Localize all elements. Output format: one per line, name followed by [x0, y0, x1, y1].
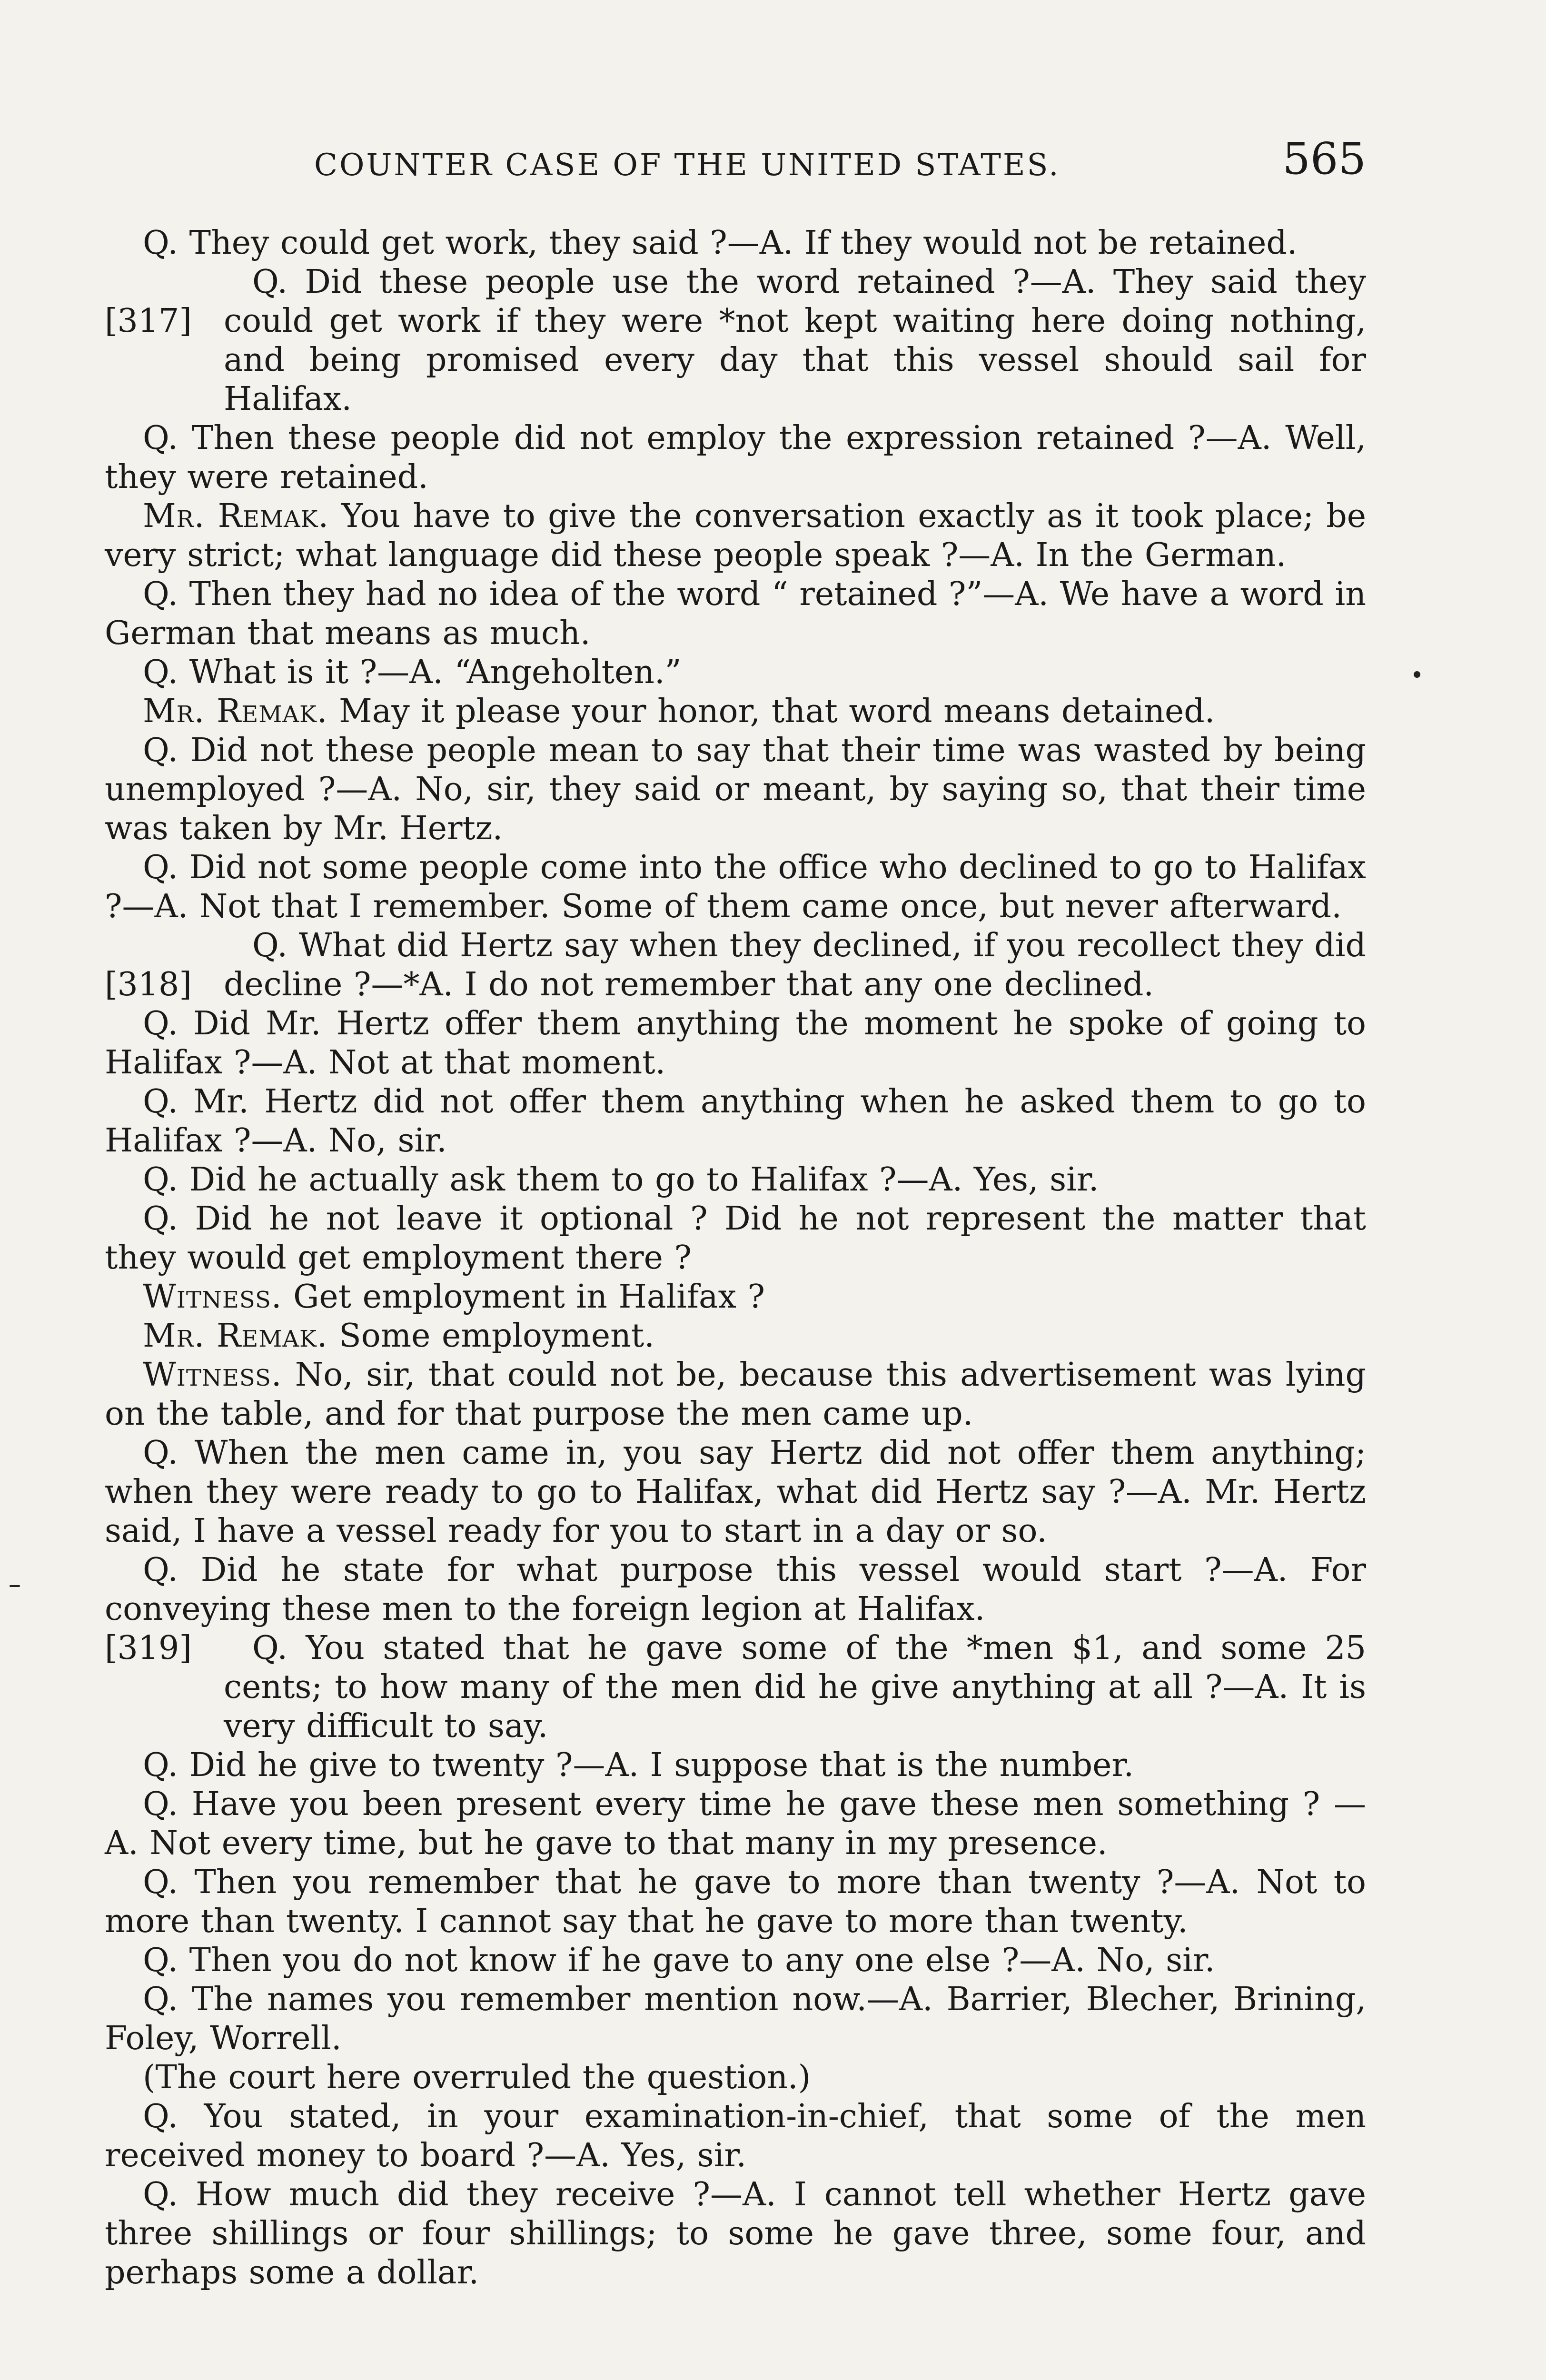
- paragraph-text: Q. You stated, in your examination-in-chief, that some of the men received money to board ?—A. Yes, sir.: [105, 2098, 1366, 2174]
- paragraph-text: Q. What did Hertz say when they declined, if you recollect they did decline ?—*A. I do not remember that any one declined.: [224, 927, 1366, 1003]
- paragraph: [105, 575, 1366, 653]
- margin-content: [224, 1629, 1366, 1746]
- paragraph: [105, 1863, 1366, 1941]
- paragraph: [105, 2058, 1366, 2097]
- paragraph-text: May it please your honor, that word means detained.: [327, 693, 1215, 730]
- speaker-name: Witness.: [143, 1356, 282, 1394]
- paragraph-text: You have to give the conversation exactly as it took place; be very strict; what language did these people speak ?—A. In the German.: [105, 497, 1366, 574]
- margin-page-ref: [319]: [105, 1629, 192, 1667]
- paragraph: [105, 1082, 1366, 1160]
- speaker-name: Mr. Remak.: [143, 1317, 328, 1355]
- testimony-text: [105, 224, 1366, 2292]
- paragraph-text: Q. Did he not leave it optional ? Did he not represent the matter that they would get employment there ?: [105, 1200, 1366, 1277]
- paragraph: [105, 1317, 1366, 1356]
- paragraph-text: Q. Then you do not know if he gave to any one else ?—A. No, sir.: [143, 1942, 1215, 1979]
- paragraph: [105, 1746, 1366, 1785]
- ink-speck: [1414, 671, 1420, 678]
- paragraph: [105, 1160, 1366, 1200]
- paragraph-text: Q. Did not these people mean to say that their time was wasted by being unemployed ?—A. No, sir, they said or meant, by saying so, that their time was taken by Mr. Hertz.: [105, 732, 1366, 847]
- paragraph-text: Q. Have you been present every time he gave these men something ? —A. Not every time, but he gave to that many in my presence.: [105, 1785, 1366, 1862]
- speaker-name: Mr. Remak.: [143, 693, 328, 730]
- paragraph: [224, 926, 1366, 1004]
- paragraph-text: Q. Did these people use the word retained ?—A. They said they could get work if they were *not kept waiting here doing nothing, and being promised every day that this vessel should sail for Halifax.: [224, 263, 1366, 418]
- margin-page-ref: [317]: [105, 302, 192, 340]
- paragraph: [105, 1278, 1366, 1317]
- speaker-name: Mr. Remak.: [143, 497, 329, 535]
- margin-block: [105, 263, 1366, 419]
- paragraph-text: Q. When the men came in, you say Hertz did not offer them anything; when they were ready to go to Halifax, what did Hertz say ?—A. Mr. Hertz said, I have a vessel ready for you to start in a day or so.: [105, 1434, 1366, 1550]
- paragraph: [105, 1434, 1366, 1551]
- margin-page-ref: [318]: [105, 966, 192, 1003]
- paragraph: [105, 653, 1366, 692]
- paragraph: [105, 1200, 1366, 1278]
- paragraph: [105, 1356, 1366, 1434]
- paragraph-text: Get employment in Halifax ?: [282, 1278, 765, 1316]
- paragraph-text: Q. They could get work, they said ?—A. If they would not be retained.: [143, 224, 1298, 262]
- paragraph-text: No, sir, that could not be, because this advertisement was lying on the table, and for that purpose the men came up.: [105, 1356, 1366, 1433]
- paragraph: [224, 1629, 1366, 1746]
- paragraph-text: Q. Did he give to twenty ?—A. I suppose that is the number.: [143, 1746, 1134, 1784]
- paragraph-text: Q. Did he actually ask them to go to Halifax ?—A. Yes, sir.: [143, 1161, 1099, 1199]
- paragraph: [105, 1941, 1366, 1980]
- paragraph: [105, 1551, 1366, 1629]
- paragraph-text: (The court here overruled the question.): [143, 2059, 811, 2096]
- paragraph-text: Q. The names you remember mention now.—A. Barrier, Blecher, Brining, Foley, Worrell.: [105, 1981, 1366, 2057]
- paragraph-text: Q. Mr. Hertz did not offer them anything when he asked them to go to Halifax ?—A. No, sir.: [105, 1083, 1366, 1160]
- page-header: [105, 133, 1366, 190]
- paragraph: [105, 1980, 1366, 2058]
- page-number: 565: [1282, 133, 1366, 184]
- paragraph: [105, 419, 1366, 497]
- margin-block: [105, 926, 1366, 1004]
- paragraph: [105, 848, 1366, 926]
- paragraph-text: Some employment.: [327, 1317, 654, 1355]
- paragraph: [224, 263, 1366, 419]
- paragraph: [105, 497, 1366, 575]
- running-head: COUNTER CASE OF THE UNITED STATES.: [314, 148, 1060, 183]
- paragraph: [105, 731, 1366, 848]
- paragraph-text: Q. Did he state for what purpose this vessel would start ?—A. For conveying these men to the foreign legion at Halifax.: [105, 1551, 1366, 1628]
- paragraph-text: Q. How much did they receive ?—A. I cannot tell whether Hertz gave three shillings or four shillings; to some he gave three, some four, and perhaps some a dollar.: [105, 2176, 1366, 2291]
- paragraph-text: Q. What is it ?—A. “Angeholten.”: [143, 654, 682, 691]
- paragraph-text: Q. Then these people did not employ the expression retained ?—A. Well, they were retained.: [105, 419, 1366, 496]
- paragraph: [105, 1785, 1366, 1863]
- ink-speck: [10, 1585, 20, 1587]
- paragraph-text: Q. Did not some people come into the office who declined to go to Halifax ?—A. Not that I remember. Some of them came once, but never afterward.: [105, 849, 1366, 925]
- paragraph-text: Q. Then you remember that he gave to more than twenty ?—A. Not to more than twenty. I cannot say that he gave to more than twenty.: [105, 1864, 1366, 1940]
- paragraph-text: Q. Did Mr. Hertz offer them anything the moment he spoke of going to Halifax ?—A. Not at that moment.: [105, 1005, 1366, 1081]
- paragraph: [105, 1004, 1366, 1082]
- paragraph: [105, 692, 1366, 731]
- paragraph-text: Q. You stated that he gave some of the *men $1, and some 25 cents; to how many of the men did he give anything at all ?—A. It is very difficult to say.: [224, 1629, 1366, 1745]
- margin-block: [105, 1629, 1366, 1746]
- margin-content: [224, 926, 1366, 1004]
- paragraph: [105, 224, 1366, 263]
- speaker-name: Witness.: [143, 1278, 282, 1316]
- paragraph: [105, 2175, 1366, 2292]
- margin-content: [224, 263, 1366, 419]
- paragraph: [105, 2097, 1366, 2175]
- paragraph-text: Q. Then they had no idea of the word “ retained ?”—A. We have a word in German that means as much.: [105, 575, 1366, 652]
